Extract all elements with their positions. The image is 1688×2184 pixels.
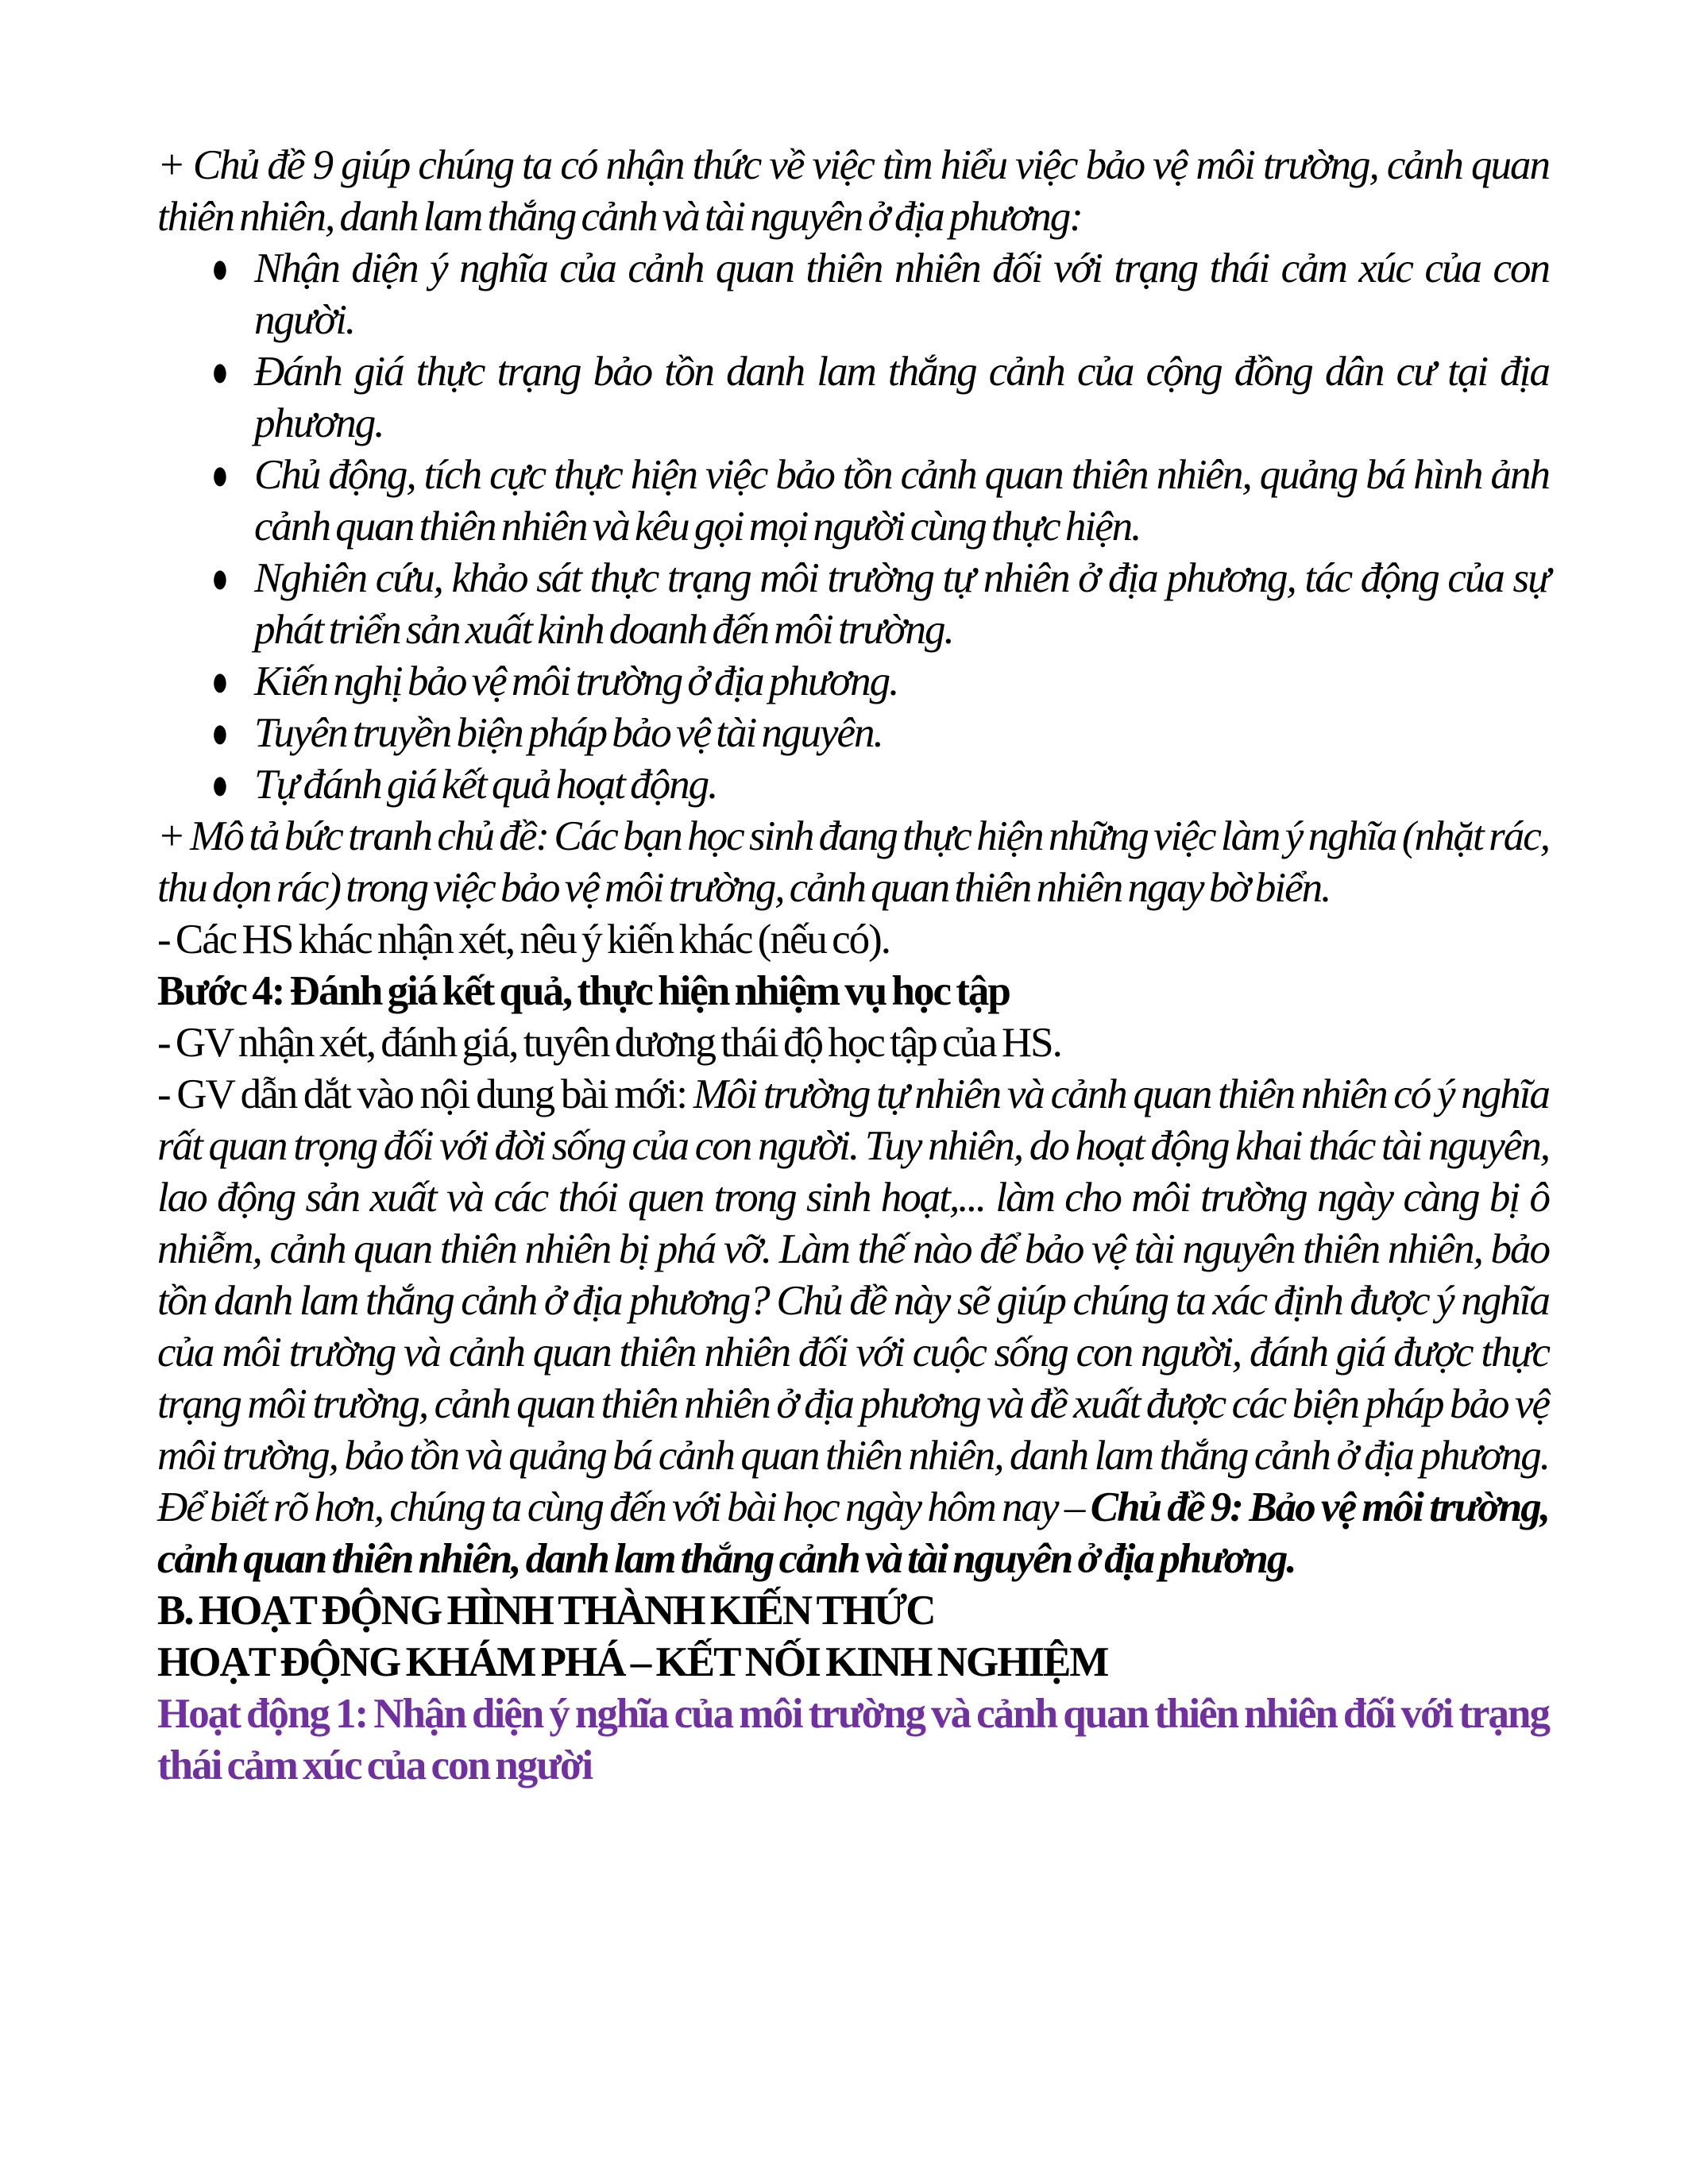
bullet-icon: ● (211, 760, 229, 809)
bullet-icon: ● (211, 450, 229, 500)
bullet-icon: ● (211, 708, 229, 758)
gv-dandat-lead-text: - GV dẫn dắt vào nội dung bài mới: (157, 1071, 693, 1117)
list-item (157, 656, 1549, 708)
paragraph-mota-buc-tranh: + Mô tả bức tranh chủ đề: Các bạn học sinh đang thực hiện những việc làm ý nghĩa (nhặt rác, thu dọn rác) trong việc bảo vệ môi trường, cảnh quan thiên nhiên ngay bờ biển. (157, 813, 1549, 911)
list-item (157, 553, 1549, 656)
list-item (157, 708, 1549, 759)
gv-dandat-italic-text: Môi trường tự nhiên và cảnh quan thiên nhiên có ý nghĩa rất quan trọng đối với đời sống của con người. Tuy nhiên, do hoạt động khai thác tài nguyên, lao động sản xuất và các thói quen trong sinh hoạt,... làm cho môi trường ngày càng bị ô nhiễm, cảnh quan thiên nhiên bị phá vỡ. Làm thế nào để bảo vệ tài nguyên thiên nhiên, bảo tồn danh lam thắng cảnh ở địa phương? Chủ đề này sẽ giúp chúng ta xác định được ý nghĩa của môi trường và cảnh quan thiên nhiên đối với cuộc sống con người, đánh giá được thực trạng môi trường, cảnh quan thiên nhiên ở địa phương và đề xuất được các biện pháp bảo vệ môi trường, bảo tồn và quảng bá cảnh quan thiên nhiên, danh lam thắng cảnh ở địa phương. Để biết rõ hơn, chúng ta cùng đến với bài học ngày hôm nay – (157, 1071, 1550, 1530)
objectives-list (157, 243, 1549, 811)
list-item-text: Nhận diện ý nghĩa của cảnh quan thiên nhiên đối với trạng thái cảm xúc của con người. (254, 245, 1549, 343)
heading-hoat-dong-hinh-thanh-kien-thuc: B. HOẠT ĐỘNG HÌNH THÀNH KIẾN THỨC (157, 1588, 935, 1634)
list-item-text: Tuyên truyền biện pháp bảo vệ tài nguyên. (254, 710, 883, 756)
list-item (157, 243, 1549, 346)
heading-hoat-dong-1: Hoạt động 1: Nhận diện ý nghĩa của môi trường và cảnh quan thiên nhiên đối với trạng thái cảm xúc của con người (157, 1691, 1549, 1788)
paragraph-chude-intro: + Chủ đề 9 giúp chúng ta có nhận thức về việc tìm hiểu việc bảo vệ môi trường, cảnh quan thiên nhiên, danh lam thắng cảnh và tài nguyên ở địa phương: (157, 142, 1549, 240)
bullet-icon: ● (211, 554, 229, 603)
bullet-icon: ● (211, 347, 229, 396)
paragraph-gv-dandat (157, 1069, 1549, 1585)
bullet-icon: ● (211, 244, 229, 293)
list-item-text: Kiến nghị bảo vệ môi trường ở địa phương. (254, 658, 898, 704)
paragraph-hs-khac: - Các HS khác nhận xét, nêu ý kiến khác (nếu có). (157, 916, 890, 963)
gv-dandat-chude9-title: Chủ đề 9: Bảo vệ môi trường, cảnh quan thiên nhiên, danh lam thắng cảnh và tài nguyên ở địa phương. (157, 1484, 1549, 1582)
list-item (157, 346, 1549, 450)
list-item (157, 759, 1549, 811)
bullet-icon: ● (211, 657, 229, 706)
list-item (157, 450, 1549, 553)
list-item-text: Tự đánh giá kết quả hoạt động. (254, 762, 717, 808)
paragraph-gv-nhanxet: - GV nhận xét, đánh giá, tuyên dương thái độ học tập của HS. (157, 1020, 1061, 1066)
list-item-text: Đánh giá thực trạng bảo tồn danh lam thắng cảnh của cộng đồng dân cư tại địa phương. (254, 349, 1549, 446)
list-item-text: Chủ động, tích cực thực hiện việc bảo tồn cảnh quan thiên nhiên, quảng bá hình ảnh cảnh quan thiên nhiên và kêu gọi mọi người cùng thực hiện. (254, 452, 1549, 550)
heading-buoc-4: Bước 4: Đánh giá kết quả, thực hiện nhiệm vụ học tập (157, 968, 1010, 1014)
heading-kham-pha-ket-noi: HOẠT ĐỘNG KHÁM PHÁ – KẾT NỐI KINH NGHIỆM (157, 1639, 1108, 1685)
list-item-text: Nghiên cứu, khảo sát thực trạng môi trường tự nhiên ở địa phương, tác động của sự phát triển sản xuất kinh doanh đến môi trường. (254, 555, 1549, 653)
